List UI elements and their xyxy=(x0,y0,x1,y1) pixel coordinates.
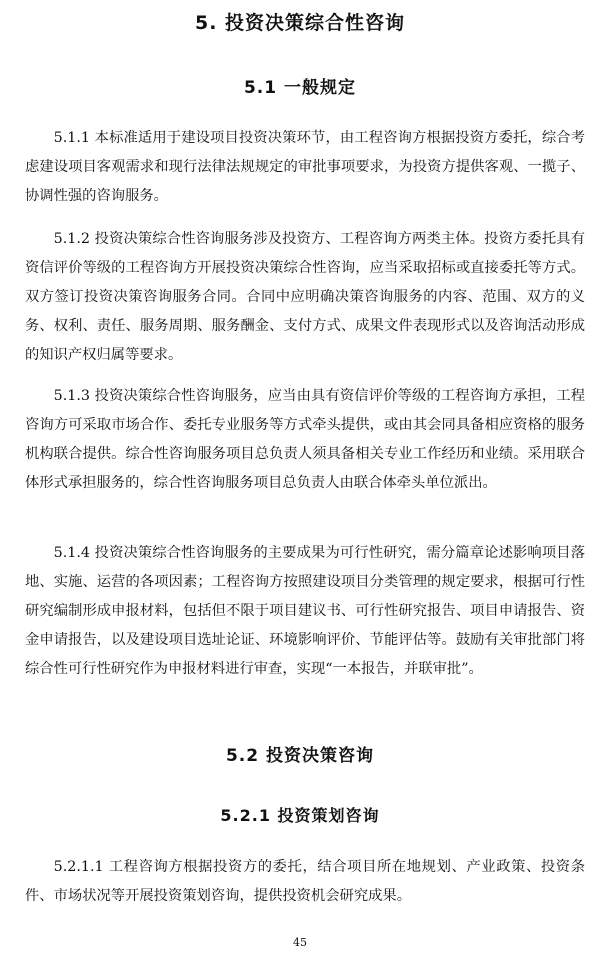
section-title: 5. 投资决策综合性咨询 xyxy=(194,12,406,34)
paragraph-5-1-1: 5.1.1 本标准适用于建设项目投资决策环节，由工程咨询方根据投资方委托，综合考虑建设项目客观需求和现行法律法规规定的审批事项要求，为投资方提供客观、一揽子、协调性强的咨询服务。 xyxy=(25,130,585,204)
subsection-5-2-1-title: 5.2.1 投资策划咨询 xyxy=(220,806,380,825)
paragraph-5-1-2: 5.1.2 投资决策综合性咨询服务涉及投资方、工程咨询方两类主体。投资方委托具有资信评价等级的工程咨询方开展投资决策综合性咨询，应当采取招标或直接委托等方式。双方签订投资决策咨询服务合同。合同中应明确决策咨询服务的内容、范围、双方的义务、权利、责任、服务周期、服务酬金、支付方式、成果文件表现形式以及咨询活动形成的知识产权归属等要求。 xyxy=(25,231,585,363)
subsection-5-1-title: 5.1 一般规定 xyxy=(243,78,357,98)
paragraph-5-2-1-1: 5.2.1.1 工程咨询方根据投资方的委托，结合项目所在地规划、产业政策、投资条件、市场状况等开展投资策划咨询，提供投资机会研究成果。 xyxy=(25,859,585,904)
page-number: 45 xyxy=(293,936,307,949)
paragraph-5-1-4: 5.1.4 投资决策综合性咨询服务的主要成果为可行性研究，需分篇章论述影响项目落地、实施、运营的各项因素；工程咨询方按照建设项目分类管理的规定要求，根据可行性研究编制形成申报材料，包括但不限于项目建议书、可行性研究报告、项目申请报告、资金申请报告，以及建设项目选址论证、环境影响评价、节能评估等。鼓励有关审批部门将综合性可行性研究作为申报材料进行审查，实现“一本报告，并联审批”。 xyxy=(25,545,585,677)
paragraph-5-1-3: 5.1.3 投资决策综合性咨询服务，应当由具有资信评价等级的工程咨询方承担，工程咨询方可采取市场合作、委托专业服务等方式牵头提供，或由其会同具备相应资格的服务机构联合提供。综合性咨询服务项目总负责人须具备相关专业工作经历和业绩。采用联合体形式承担服务的，综合性咨询服务项目总负责人由联合体牵头单位派出。 xyxy=(25,388,585,491)
subsection-5-2-title: 5.2 投资决策咨询 xyxy=(225,746,375,766)
